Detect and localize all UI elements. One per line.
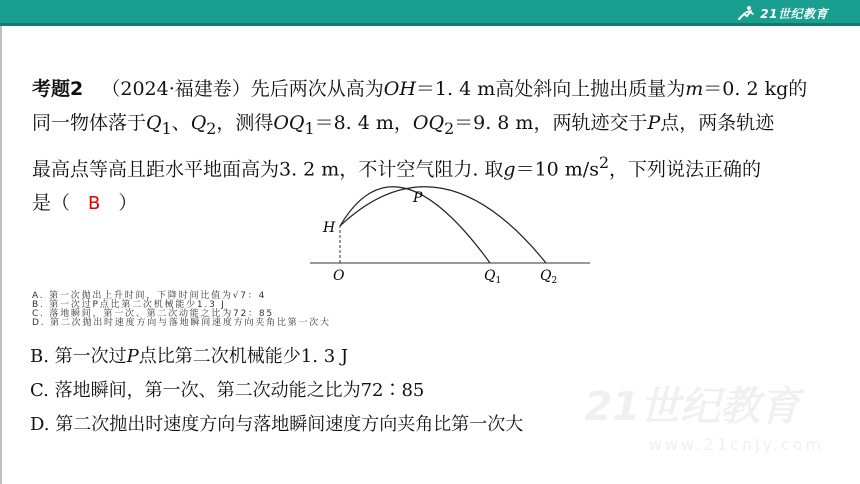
problem-line-1 [32, 72, 832, 106]
text-segment: ，测得 [216, 112, 274, 134]
watermark-url: www.21cnjy.com [648, 435, 824, 454]
left-border [0, 26, 2, 484]
brand-logo [736, 3, 828, 23]
var-g: g [503, 158, 516, 181]
label-P: P [413, 190, 423, 206]
compressed-option-a: A. 第一次抛出上升时间，下降时间比值为√7：4 [32, 291, 267, 301]
text-segment: （2024·福建卷）先后两次从高为 [101, 78, 384, 100]
var-P: P [126, 346, 139, 367]
text-segment: ＝8. 4 m， [314, 112, 413, 134]
var-OQ1: OQ [273, 112, 305, 134]
superscript: 2 [598, 152, 610, 172]
compressed-option-c: C. 落地瞬间，第一次、第二次动能之比为72：85 [32, 309, 274, 319]
text-segment: 点比第二次机械能少1. 3 J [138, 346, 349, 367]
header-bar [0, 0, 860, 26]
answer-mark: B [88, 193, 101, 215]
text-segment: B. 第一次过 [30, 346, 127, 367]
label-Q1-sub: 1 [495, 276, 502, 286]
label-O: O [333, 268, 345, 284]
compressed-option-b: B. 第一次过P点比第二次机械能少1.3 J [32, 300, 226, 310]
subscript: 1 [161, 118, 172, 138]
label-Q2 [540, 268, 557, 286]
problem-label: 考题2 [32, 78, 84, 100]
label-Q2-letter: Q [540, 268, 552, 284]
compressed-option-d: D. 第二次抛出时速度方向与落地瞬间速度方向夹角比第一次大 [32, 318, 331, 328]
trajectory-second [340, 187, 546, 263]
brand-logo-text: 21世纪教育 [760, 6, 828, 21]
text-segment: ＝10 m/s [515, 158, 599, 181]
text-segment: ，下列说法正确的 [609, 158, 762, 181]
label-H: H [323, 220, 336, 236]
subscript: 2 [444, 118, 455, 138]
option-d: D. 第二次抛出时速度方向与落地瞬间速度方向夹角比第一次大 [30, 414, 524, 435]
subscript: 2 [206, 118, 217, 138]
header-underline [0, 23, 860, 26]
compressed-options [32, 292, 632, 328]
problem-line-2 [32, 106, 832, 146]
text-segment: ＝9. 8 m，两轨迹交于 [454, 112, 648, 134]
var-Q1: Q [146, 112, 162, 134]
option-b [30, 340, 523, 374]
label-Q2-sub: 2 [551, 276, 558, 286]
label-Q1 [484, 268, 501, 286]
var-Q2: Q [190, 112, 207, 134]
text-segment: 是（ [32, 192, 71, 215]
runner-logo-icon [736, 5, 756, 21]
text-segment: ） [118, 192, 138, 215]
text-segment: 点，两条轨迹 [660, 112, 775, 134]
text-segment: 、 [171, 112, 191, 134]
trajectory-diagram [300, 180, 600, 286]
subscript: 1 [304, 118, 315, 138]
option-c: C. 落地瞬间，第一次、第二次动能之比为72∶85 [30, 380, 425, 401]
watermark-logo: 21世纪教育 [584, 384, 800, 430]
var-OQ2: OQ [412, 112, 445, 134]
text-segment: 最高点等高且距水平地面高为3. 2 m，不计空气阻力. 取 [32, 158, 504, 181]
answer-options [30, 340, 523, 442]
text-segment: ＝0. 2 kg的 [703, 78, 808, 100]
text-segment: ＝1. 4 m高处斜向上抛出质量为 [415, 78, 686, 100]
var-P: P [647, 112, 661, 134]
label-Q1-letter: Q [484, 268, 496, 284]
var-OH: OH [383, 78, 416, 100]
var-m: m [685, 78, 704, 100]
text-segment: 同一物体落于 [32, 112, 147, 134]
